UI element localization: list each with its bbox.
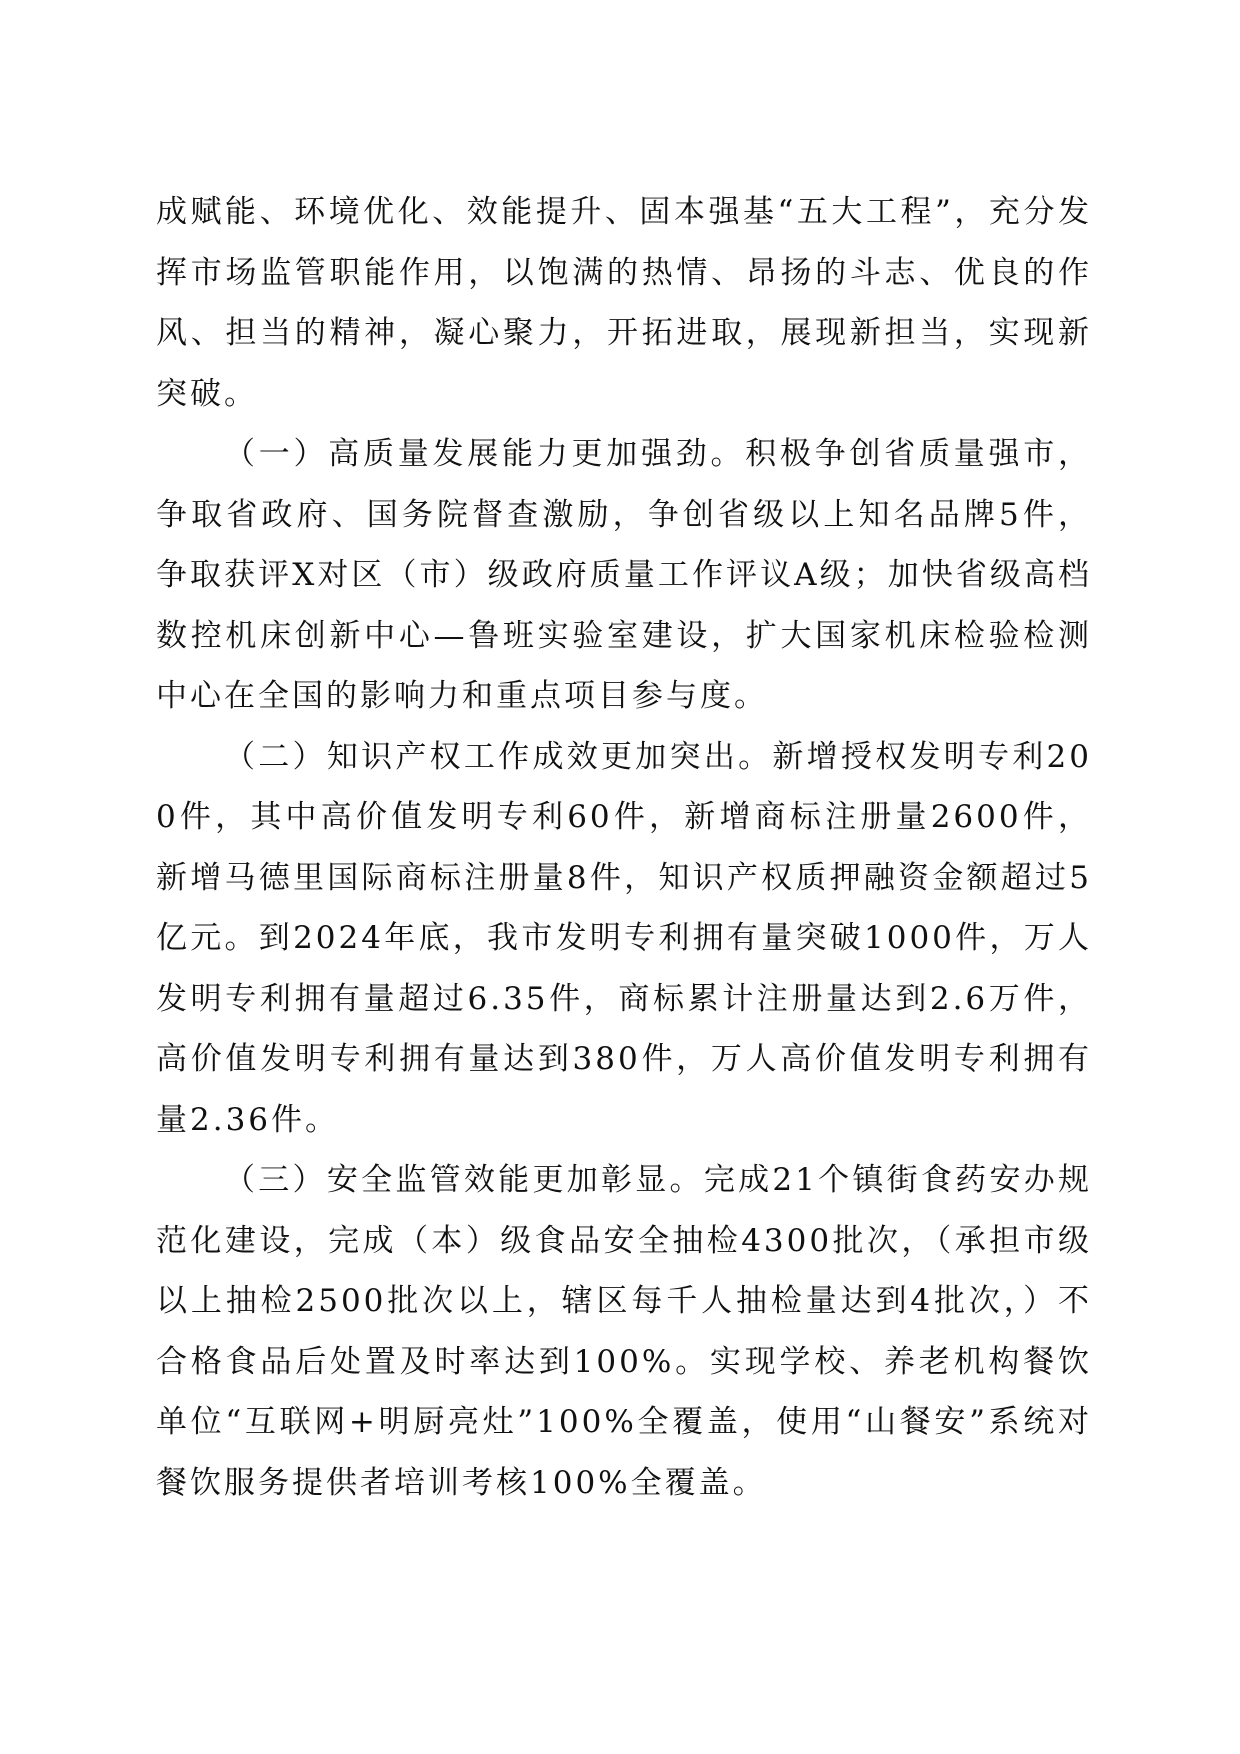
document-body xyxy=(156,182,1092,1513)
paragraph-text: 新增授权发明专利200件，其中高价值发明专利60件，新增商标注册量2600件，新增马德里国际商标注册量8件，知识产权质押融资金额超过5亿元。到2024年底，我市发明专利拥有量突破1000件，万人发明专利拥有量超过6.35件，商标累计注册量达到2.6万件，高价值发明专利拥有量达到380件，万人高价值发明专利拥有量2.36件。 xyxy=(156,738,1093,1138)
paragraph-text: 成赋能、环境优化、效能提升、固本强基“五大工程”，充分发挥市场监管职能作用，以饱满的热情、昂扬的斗志、优良的作风、担当的精神，凝心聚力，开拓进取，展现新担当，实现新突破。 xyxy=(156,194,1092,412)
section-heading: （一）高质量发展能力更加强劲。 xyxy=(224,436,746,472)
paragraph-text: 完成21个镇街食药安办规范化建设，完成（本）级食品安全抽检4300批次，（承担市级以上抽检2500批次以上，辖区每千人抽检量达到4批次，）不合格食品后处置及时率达到100%。实现学校、养老机构餐饮单位“互联网+明厨亮灶”100%全覆盖，使用“山餐安”系统对餐饮服务提供者培训考核100%全覆盖。 xyxy=(156,1162,1093,1501)
paragraph-text: 积极争创省质量强市，争取省政府、国务院督查激励，争创省级以上知名品牌5件，争取获评X对区（市）级政府质量工作评议A级；加快省级高档数控机床创新中心—鲁班实验室建设，扩大国家机床检验检测中心在全国的影响力和重点项目参与度。 xyxy=(156,436,1092,714)
section-heading: （三）安全监管效能更加彰显。 xyxy=(224,1162,704,1198)
section-heading: （二）知识产权工作成效更加突出。 xyxy=(224,738,773,775)
paragraph-continuation xyxy=(156,182,1092,424)
paragraph-section-1 xyxy=(156,424,1092,727)
paragraph-section-3 xyxy=(156,1150,1092,1513)
paragraph-section-2 xyxy=(156,727,1092,1151)
